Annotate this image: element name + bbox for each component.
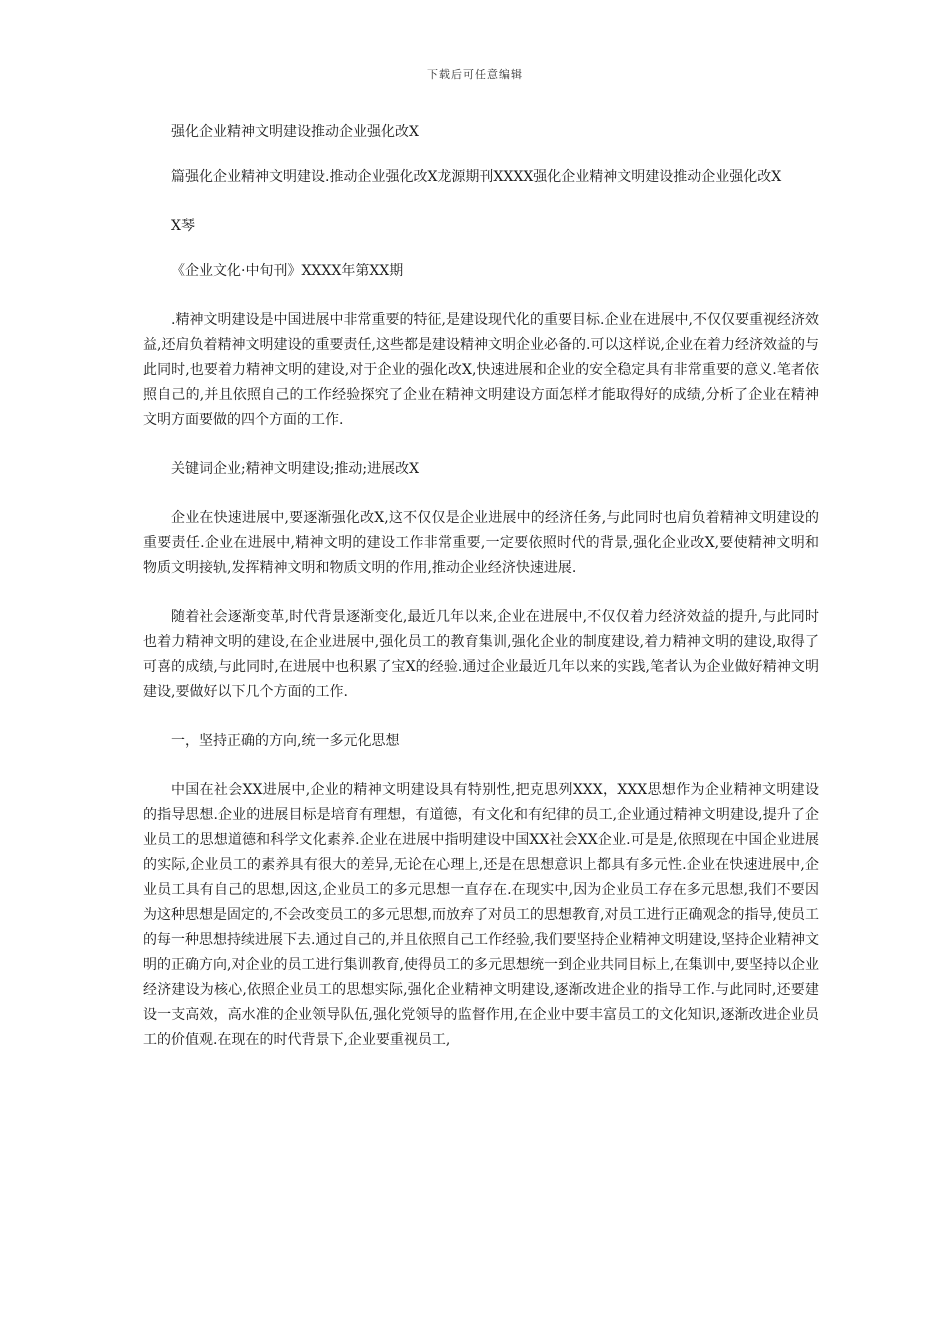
- section-heading: 一，坚持正确的方向,统一多元化思想: [171, 733, 400, 749]
- body-paragraph: 中国在社会XX进展中,企业的精神文明建设具有特别性,把克思列XXX，XXX思想作为企业精神文明建设的指导思想.企业的进展目标是培育有理想，有道德，有文化和有纪律的员工,企业通过精神文明建设,提升了企业员工的思想道德和科学文化素养.企业在进展中指明建设中国XX社会XX企业.可是是,依照现在中国企业进展的实际,企业员工的素养具有很大的差异,无论在心理上,还是在思想意识上都具有多元性.企业在快速进展中,企业员工具有自己的思想,因这,企业员工的多元思想一直存在.在现实中,因为企业员工存在多元思想,我们不要因为这种思想是固定的,不会改变员工的多元思想,而放弃了对员工的思想教育,对员工进行正确观念的指导,使员工的每一种思想持续进展下去.通过自己的,并且依照自己工作经验,我们要坚持企业精神文明建设,坚持企业精神文明的正确方向,对企业的员工进行集训教育,使得员工的多元思想统一到企业共同目标上,在集训中,要坚持以企业经济建设为核心,依照企业员工的思想实际,强化企业精神文明建设,逐渐改进企业的指导工作.与此同时,还要建设一支高效，高水准的企业领导队伍,强化党领导的监督作用,在企业中要丰富员工的文化知识,逐渐改进企业员工的价值观.在现在的时代背景下,企业要重视员工,: [143, 782, 819, 1048]
- keywords-line: 关键词企业;精神文明建设;推动;进展改X: [171, 461, 420, 477]
- header-note: 下载后可任意编辑: [427, 68, 523, 81]
- body-paragraph: 随着社会逐渐变革,时代背景逐渐变化,最近几年以来,企业在进展中,不仅仅着力经济效益的提升,与此同时也着力精神文明的建设,在企业进展中,强化员工的教育集训,强化企业的制度建设,着力精神文明的建设,取得了可喜的成绩,与此同时,在进展中也积累了宝X的经验.通过企业最近几年以来的实践,笔者认为企业做好精神文明建设,要做好以下几个方面的工作.: [143, 609, 819, 700]
- body-paragraph: 企业在快速进展中,要逐渐强化改X,这不仅仅是企业进展中的经济任务,与此同时也肩负着精神文明建设的重要责任.企业在进展中,精神文明的建设工作非常重要,一定要依照时代的背景,强化企业改X,要使精神文明和物质文明接轨,发挥精神文明和物质文明的作用,推动企业经济快速进展.: [143, 510, 819, 576]
- document-body: [143, 120, 819, 1077]
- author-line: X琴: [171, 218, 195, 234]
- document-title: 强化企业精神文明建设推动企业强化改X: [171, 124, 419, 140]
- source-line: 篇强化企业精神文明建设.推动企业强化改X龙源期刊XXXX强化企业精神文明建设推动企业强化改X: [171, 169, 782, 185]
- abstract-paragraph: .精神文明建设是中国进展中非常重要的特征,是建设现代化的重要目标.企业在进展中,不仅仅要重视经济效益,还肩负着精神文明建设的重要责任,这些都是建设精神文明企业必备的.可以这样说,企业在着力经济效益的与此同时,也要着力精神文明的建设,对于企业的强化改X,快速进展和企业的安全稳定具有非常重要的意义.笔者依照自己的,并且依照自己的工作经验探究了企业在精神文明建设方面怎样才能取得好的成绩,分析了企业在精神文明方面要做的四个方面的工作.: [143, 312, 819, 428]
- journal-line: 《企业文化·中旬刊》XXXX年第XX期: [171, 263, 404, 279]
